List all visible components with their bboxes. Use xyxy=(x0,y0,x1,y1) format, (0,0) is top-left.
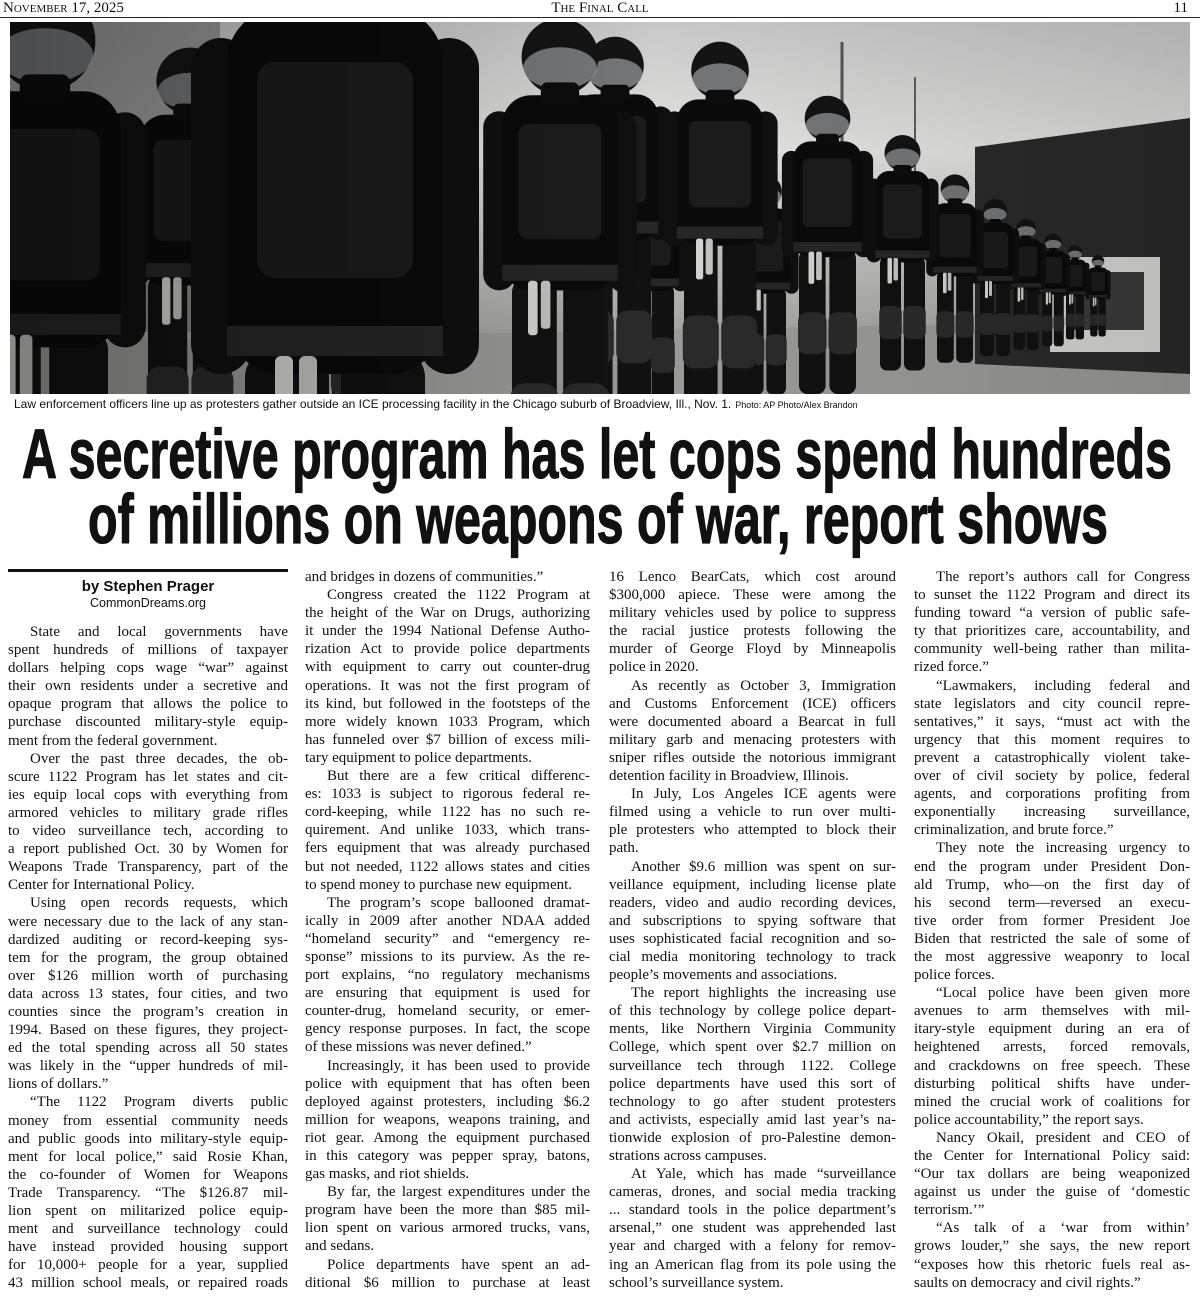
article-text-line: ment from the federal government. xyxy=(8,732,218,749)
article-paragraph xyxy=(305,894,590,1057)
article-paragraph xyxy=(305,568,590,586)
article-text-line: the most aggressive weaponry to local xyxy=(914,948,1190,965)
article-text-line: sniper rifles outside the notorious immigrant xyxy=(609,749,896,766)
article-text-line: murder of George Floyd by Minneapolis xyxy=(609,641,896,658)
article-text-line: dollars helping cops wage “war” against xyxy=(8,660,288,677)
caption-text: Law enforcement officers line up as protesters gather outside an ICE processing facility in the Chicago suburb of Broadview, Ill., Nov. 1. xyxy=(14,397,732,411)
article-text-line: funding toward “a version of public safe- xyxy=(914,605,1190,622)
article-text-line: opaque program that allows the police to xyxy=(8,696,288,713)
article-text-line: community well-being rather than milita- xyxy=(914,641,1190,658)
article-text-line: saults on democracy and civil rights.” xyxy=(914,1274,1141,1291)
article-text-line: strations across campuses. xyxy=(609,1148,767,1164)
article-text-line: and Customs Enforcement (ICE) officers xyxy=(609,695,896,712)
article-text-line: to sunset the 1122 Program and direct its xyxy=(914,587,1190,604)
article-text-line: path. xyxy=(609,840,639,857)
article-text-line: Using open records requests, which xyxy=(30,895,288,912)
article-text-line: of these missions was never defined.” xyxy=(305,1039,532,1056)
article-paragraph xyxy=(305,1057,590,1184)
article-text-line: The report highlights the increasing use xyxy=(631,985,896,1002)
article-text-line: agents, and corporations profiting from xyxy=(914,786,1190,803)
article-paragraph xyxy=(305,586,590,767)
article-text-line: 1994. Based on these figures, they project- xyxy=(8,1022,288,1039)
article-text-line: counter-drug, homeland security, or emer- xyxy=(305,1003,590,1020)
article-text-line: The program’s scope ballooned dramat- xyxy=(327,894,590,911)
article-paragraph xyxy=(609,785,896,857)
article-text-line: Congress created the 1122 Program at xyxy=(327,587,590,604)
article-text-line: Increasingly, it has been used to provide xyxy=(327,1057,590,1074)
article-text-line: and sedans. xyxy=(305,1238,375,1255)
article-text-line: their own residents under a secretive and xyxy=(8,678,288,695)
article-text-line: fers equipment that was already purchased xyxy=(305,840,590,857)
article-text-line: 16 Lenco BearCats, which cost around xyxy=(609,569,896,585)
article-text-line: state legislators and city council repre- xyxy=(914,695,1190,712)
article-text-line: over of civil society by police, federal xyxy=(914,768,1190,785)
byline-source: CommonDreams.org xyxy=(89,596,206,610)
news-photo xyxy=(10,22,1190,394)
article-text-line: detention facility in Broadview, Illinois. xyxy=(609,768,849,785)
article-text-line: school’s surveillance system. xyxy=(609,1274,784,1291)
article-text-line: tary equipment to police departments. xyxy=(305,749,533,766)
article-text-line: Center for International Policy. xyxy=(8,877,195,894)
issue-date: November 17, 2025 xyxy=(3,0,124,16)
article-text-line: dardized auditing or record-keeping sys- xyxy=(8,931,288,948)
article-text-line: have instead provided housing support xyxy=(8,1239,288,1256)
article-text-line: the racial justice protests following the xyxy=(609,623,896,640)
byline-rule xyxy=(8,569,288,572)
article-text-line: ple protesters who attempted to block their xyxy=(609,822,896,839)
article-text-line: “Our tax dollars are being weaponized xyxy=(914,1166,1190,1183)
article-text-line: spent hundreds of millions of taxpayer xyxy=(8,642,288,659)
article-text-line: port explains, “no regulatory mechanisms xyxy=(305,967,590,984)
article-paragraph xyxy=(305,767,590,894)
article-paragraph xyxy=(8,623,288,750)
article-text-line: In July, Los Angeles ICE agents were xyxy=(631,786,896,803)
photo-credit: Photo: AP Photo/Alex Brandon xyxy=(735,400,858,410)
article-text-line: criminalization, and brute force.” xyxy=(914,822,1114,839)
article-text-line: has funneled over $7 billion of excess mili- xyxy=(305,731,590,748)
article-text-line: Nancy Okail, president and CEO of xyxy=(936,1129,1190,1146)
article-text-line: “As talk of a ‘war from within’ xyxy=(936,1220,1190,1237)
article-text-line: military garb and menacing protesters with xyxy=(609,731,896,748)
article-text-line: riot gear. Among the equipment purchased xyxy=(305,1129,590,1146)
article-text-line: “The 1122 Program diverts public xyxy=(30,1094,288,1111)
article-text-line: grows louder,” she says, the new report xyxy=(914,1238,1190,1255)
article-text-line: was likely in the “upper hundreds of mil- xyxy=(8,1058,288,1075)
article-text-line: deployed against protesters, including $6.2 xyxy=(305,1093,590,1110)
article-paragraph xyxy=(914,1219,1190,1291)
article-text-line: his second term—reversed an execu- xyxy=(914,894,1190,911)
article-text-line: mined the crucial work of coalitions for xyxy=(914,1093,1190,1110)
article-text-line: and crackdowns on free speech. These xyxy=(914,1057,1190,1074)
article-text-line: College, which spent over $2.7 million on xyxy=(609,1039,896,1056)
article-text-line: exponentially increasing surveillance, xyxy=(914,804,1190,821)
article-text-line: surveillance tech through 1122. College xyxy=(609,1057,896,1074)
article-text-line: $300,000 apiece. These were among the xyxy=(609,587,896,604)
article-text-line: Police departments have spent an ad- xyxy=(327,1256,590,1273)
article-text-line: itary-style equipment during an era of xyxy=(914,1021,1190,1038)
article-paragraph xyxy=(609,1165,896,1292)
article-paragraph xyxy=(8,894,288,1093)
article-text-line: ment and surveillance technology could xyxy=(8,1221,288,1238)
article-text-line: sentatives,” it says, “must act with the xyxy=(914,713,1190,730)
article-paragraph xyxy=(609,568,896,677)
article-text-line: arsenal,” one student was apprehended last xyxy=(609,1220,896,1237)
article-text-line: avenues to arm themselves with mil- xyxy=(914,1003,1190,1020)
article-text-line: were documented aboard a Bearcat in full xyxy=(609,713,896,730)
headline-line-1: A secretive program has let cops spend hundreds xyxy=(22,415,1172,493)
article-text-line: a report published Oct. 30 by Women for xyxy=(8,841,288,858)
article-text-line: ty that prioritizes care, accountability, and xyxy=(914,623,1190,640)
article-text-line: and activists, especially amid last year’s na- xyxy=(609,1111,896,1128)
article-text-line: disturbing political shifts have under- xyxy=(914,1075,1190,1092)
article-column-4 xyxy=(914,568,1190,1292)
article-text-line: tive order from former President Joe xyxy=(914,912,1190,929)
article-paragraph xyxy=(609,677,896,786)
article-text-line: scure 1122 Program has let states and cit- xyxy=(8,768,288,785)
article-text-line: Over the past three decades, the ob- xyxy=(30,750,288,767)
article-text-line: armored vehicles to military grade rifles xyxy=(8,804,288,821)
article-text-line: and public goods into military-style equip- xyxy=(8,1130,288,1147)
article-text-line: to spend money to purchase new equipment. xyxy=(305,876,573,893)
article-text-line: police with equipment that has often been xyxy=(305,1075,590,1092)
article-text-line: ald Trump, who—on the first day of xyxy=(914,876,1190,893)
article-paragraph xyxy=(8,1093,288,1292)
article-text-line: cial media monitoring technology to track xyxy=(609,948,896,965)
article-text-line: quirement. And unlike 1033, which trans- xyxy=(305,822,590,839)
riot-police-line-image xyxy=(10,22,1190,394)
article-column-2 xyxy=(305,568,590,1292)
article-text-line: terrorism.’” xyxy=(914,1202,985,1219)
article-text-line: lions of dollars.” xyxy=(8,1076,109,1093)
article-text-line: Another $9.6 million was spent on sur- xyxy=(631,858,896,875)
article-text-line: the Center for International Policy said: xyxy=(914,1148,1190,1164)
article-text-line: ... standard tools in the police department’s xyxy=(609,1202,896,1219)
page-number: 11 xyxy=(1173,0,1188,16)
headline-line-2: of millions on weapons of war, report shows xyxy=(88,480,1108,558)
article-text-line: State and local governments have xyxy=(30,624,288,640)
article-text-line: rized force.” xyxy=(914,659,989,676)
article-text-line: police departments have used this sort of xyxy=(609,1075,896,1092)
article-text-line: veillance equipment, including license plate xyxy=(609,876,896,893)
article-text-line: year and charged with a felony for remov- xyxy=(609,1238,896,1255)
article-text-line: Weapons Trade Transparency, part of the xyxy=(8,859,288,876)
photo-vignette xyxy=(10,22,1190,394)
article-text-line: money from essential community needs xyxy=(8,1112,288,1129)
article-text-line: Biden that restricted the sale of some of xyxy=(914,930,1190,947)
article-text-line: tem for the program, the group obtained xyxy=(8,949,288,966)
article-text-line: technology to go after student protesters xyxy=(609,1093,896,1110)
article-text-line: urgency that this moment requires to xyxy=(914,731,1190,748)
article-text-line: police accountability,” the report says. xyxy=(914,1111,1144,1128)
article-text-line: cameras, drones, and social media tracking xyxy=(609,1184,896,1201)
article-text-line: tionwide explosion of pro-Palestine demon- xyxy=(609,1129,896,1146)
article-paragraph xyxy=(609,984,896,1165)
article-text-line: “exposes how this rhetoric fuels real as- xyxy=(914,1256,1190,1273)
article-text-line: police forces. xyxy=(914,967,995,984)
article-text-line: end the program under President Don- xyxy=(914,858,1190,875)
article-text-line: against us under the guise of ‘domestic xyxy=(914,1184,1190,1201)
article-text-line: Trade Transparency. “The $126.87 mil- xyxy=(8,1184,288,1201)
article-text-line: ments, like Northern Virginia Community xyxy=(609,1021,896,1038)
article-text-line: As recently as October 3, Immigration xyxy=(631,677,896,694)
article-text-line: gas masks, and riot shields. xyxy=(305,1166,470,1183)
article-text-line: and subscriptions to spying software that xyxy=(609,912,896,929)
article-paragraph xyxy=(914,1129,1190,1219)
article-text-line: ically in 2009 after another NDAA added xyxy=(305,912,590,929)
article-text-line: with equipment to carry out counter-drug xyxy=(305,659,590,676)
article-column-3 xyxy=(609,568,896,1292)
article-text-line: the co-founder of Women for Weapons xyxy=(8,1166,288,1183)
article-text-line: sponse” missions to its purview. As the re- xyxy=(305,948,590,965)
article-text-line: police in 2020. xyxy=(609,659,699,676)
article-column-1 xyxy=(8,623,288,1292)
article-text-line: uses sophisticated facial recognition and so- xyxy=(609,930,896,947)
article-text-line: counties since the program’s creation in xyxy=(8,1003,288,1020)
article-text-line: program have been the more than $85 mil- xyxy=(305,1202,590,1219)
article-text-line: 43 million school meals, or repaired roads xyxy=(8,1275,288,1292)
article-text-line: and bridges in dozens of communities.” xyxy=(305,569,544,585)
article-text-line: es: 1033 is subject to rigorous federal re- xyxy=(305,786,590,803)
article-text-line: are ensuring that equipment is used for xyxy=(305,985,590,1002)
headline xyxy=(0,415,1200,560)
article-paragraph xyxy=(914,568,1190,677)
article-text-line: million for weapons, weapons training, and xyxy=(305,1111,590,1128)
publication-name: The Final Call xyxy=(551,0,649,16)
article-text-line: it under the 1994 National Defense Autho- xyxy=(305,623,590,640)
article-text-line: its kind, but followed in the footsteps of the xyxy=(305,695,590,712)
article-paragraph xyxy=(305,1183,590,1255)
article-text-line: “Lawmakers, including federal and xyxy=(936,677,1190,694)
article-text-line: ditional $6 million to purchase at least xyxy=(305,1274,590,1291)
article-text-line: ies equip local cops with everything from xyxy=(8,786,288,803)
article-text-line: ment for local police,” said Rosie Khan, xyxy=(8,1148,288,1165)
article-paragraph xyxy=(8,750,288,895)
byline-author: by Stephen Prager xyxy=(81,578,215,595)
article-text-line: prevent a catastrophically violent take- xyxy=(914,749,1190,766)
article-text-line: cord-keeping, while 1122 has no such re- xyxy=(305,804,590,821)
article-text-line: filmed using a vehicle to run over multi- xyxy=(609,804,896,821)
article-text-line: lion spent on various armored trucks, vans, xyxy=(305,1220,590,1237)
article-text-line: “homeland security” and “emergency re- xyxy=(305,930,590,947)
article-text-line: readers, video and audio recording devices, xyxy=(609,894,896,911)
article-text-line: At Yale, which has made “surveillance xyxy=(631,1166,896,1183)
page-header xyxy=(0,0,1200,18)
photo-caption xyxy=(14,397,858,413)
article-text-line: for 10,000+ people for a year, supplied xyxy=(8,1257,288,1274)
article-text-line: rization Act to provide police departments xyxy=(305,641,590,658)
article-text-line: But there are a few critical differenc- xyxy=(327,768,590,785)
article-paragraph xyxy=(914,677,1190,840)
article-text-line: the height of the War on Drugs, authorizing xyxy=(305,605,590,622)
article-text-line: in this category was pepper spray, batons, xyxy=(305,1148,590,1164)
article-text-line: data across 13 states, four cities, and two xyxy=(8,985,288,1002)
article-paragraph xyxy=(914,839,1190,984)
article-text-line: The report’s authors call for Congress xyxy=(936,569,1190,585)
article-text-line: over $126 million worth of purchasing xyxy=(8,967,288,984)
article-text-line: lion spent on militarized police equip- xyxy=(8,1203,288,1219)
article-text-line: operations. It was not the first program of xyxy=(305,677,590,694)
article-paragraph xyxy=(914,984,1190,1129)
article-text-line: ing an American flag from its pole using the xyxy=(609,1256,896,1273)
article-text-line: purchase discounted military-style equip- xyxy=(8,714,288,731)
byline xyxy=(8,578,288,611)
article-text-line: ed the total spending across all 50 states xyxy=(8,1040,288,1057)
article-text-line: of this technology by college police depart- xyxy=(609,1003,896,1020)
article-text-line: By far, the largest expenditures under the xyxy=(327,1184,590,1201)
article-text-line: heightened arrests, forced removals, xyxy=(914,1039,1190,1056)
article-text-line: people’s movements and associations. xyxy=(609,967,838,984)
article-text-line: military vehicles used by police to suppress xyxy=(609,605,896,622)
article-paragraph xyxy=(305,1256,590,1292)
article-text-line: They note the increasing urgency to xyxy=(936,840,1190,857)
article-text-line: gency response purposes. In fact, the scope xyxy=(305,1021,590,1038)
article-text-line: more widely known 1033 Program, which xyxy=(305,713,590,730)
article-text-line: to video surveillance tech, according to xyxy=(8,823,288,840)
article-paragraph xyxy=(609,858,896,985)
article-text-line: but not needed, 1122 allows states and cities xyxy=(305,858,590,875)
article-text-line: were necessary due to the lack of any stan- xyxy=(8,913,288,930)
article-text-line: “Local police have been given more xyxy=(936,985,1190,1002)
